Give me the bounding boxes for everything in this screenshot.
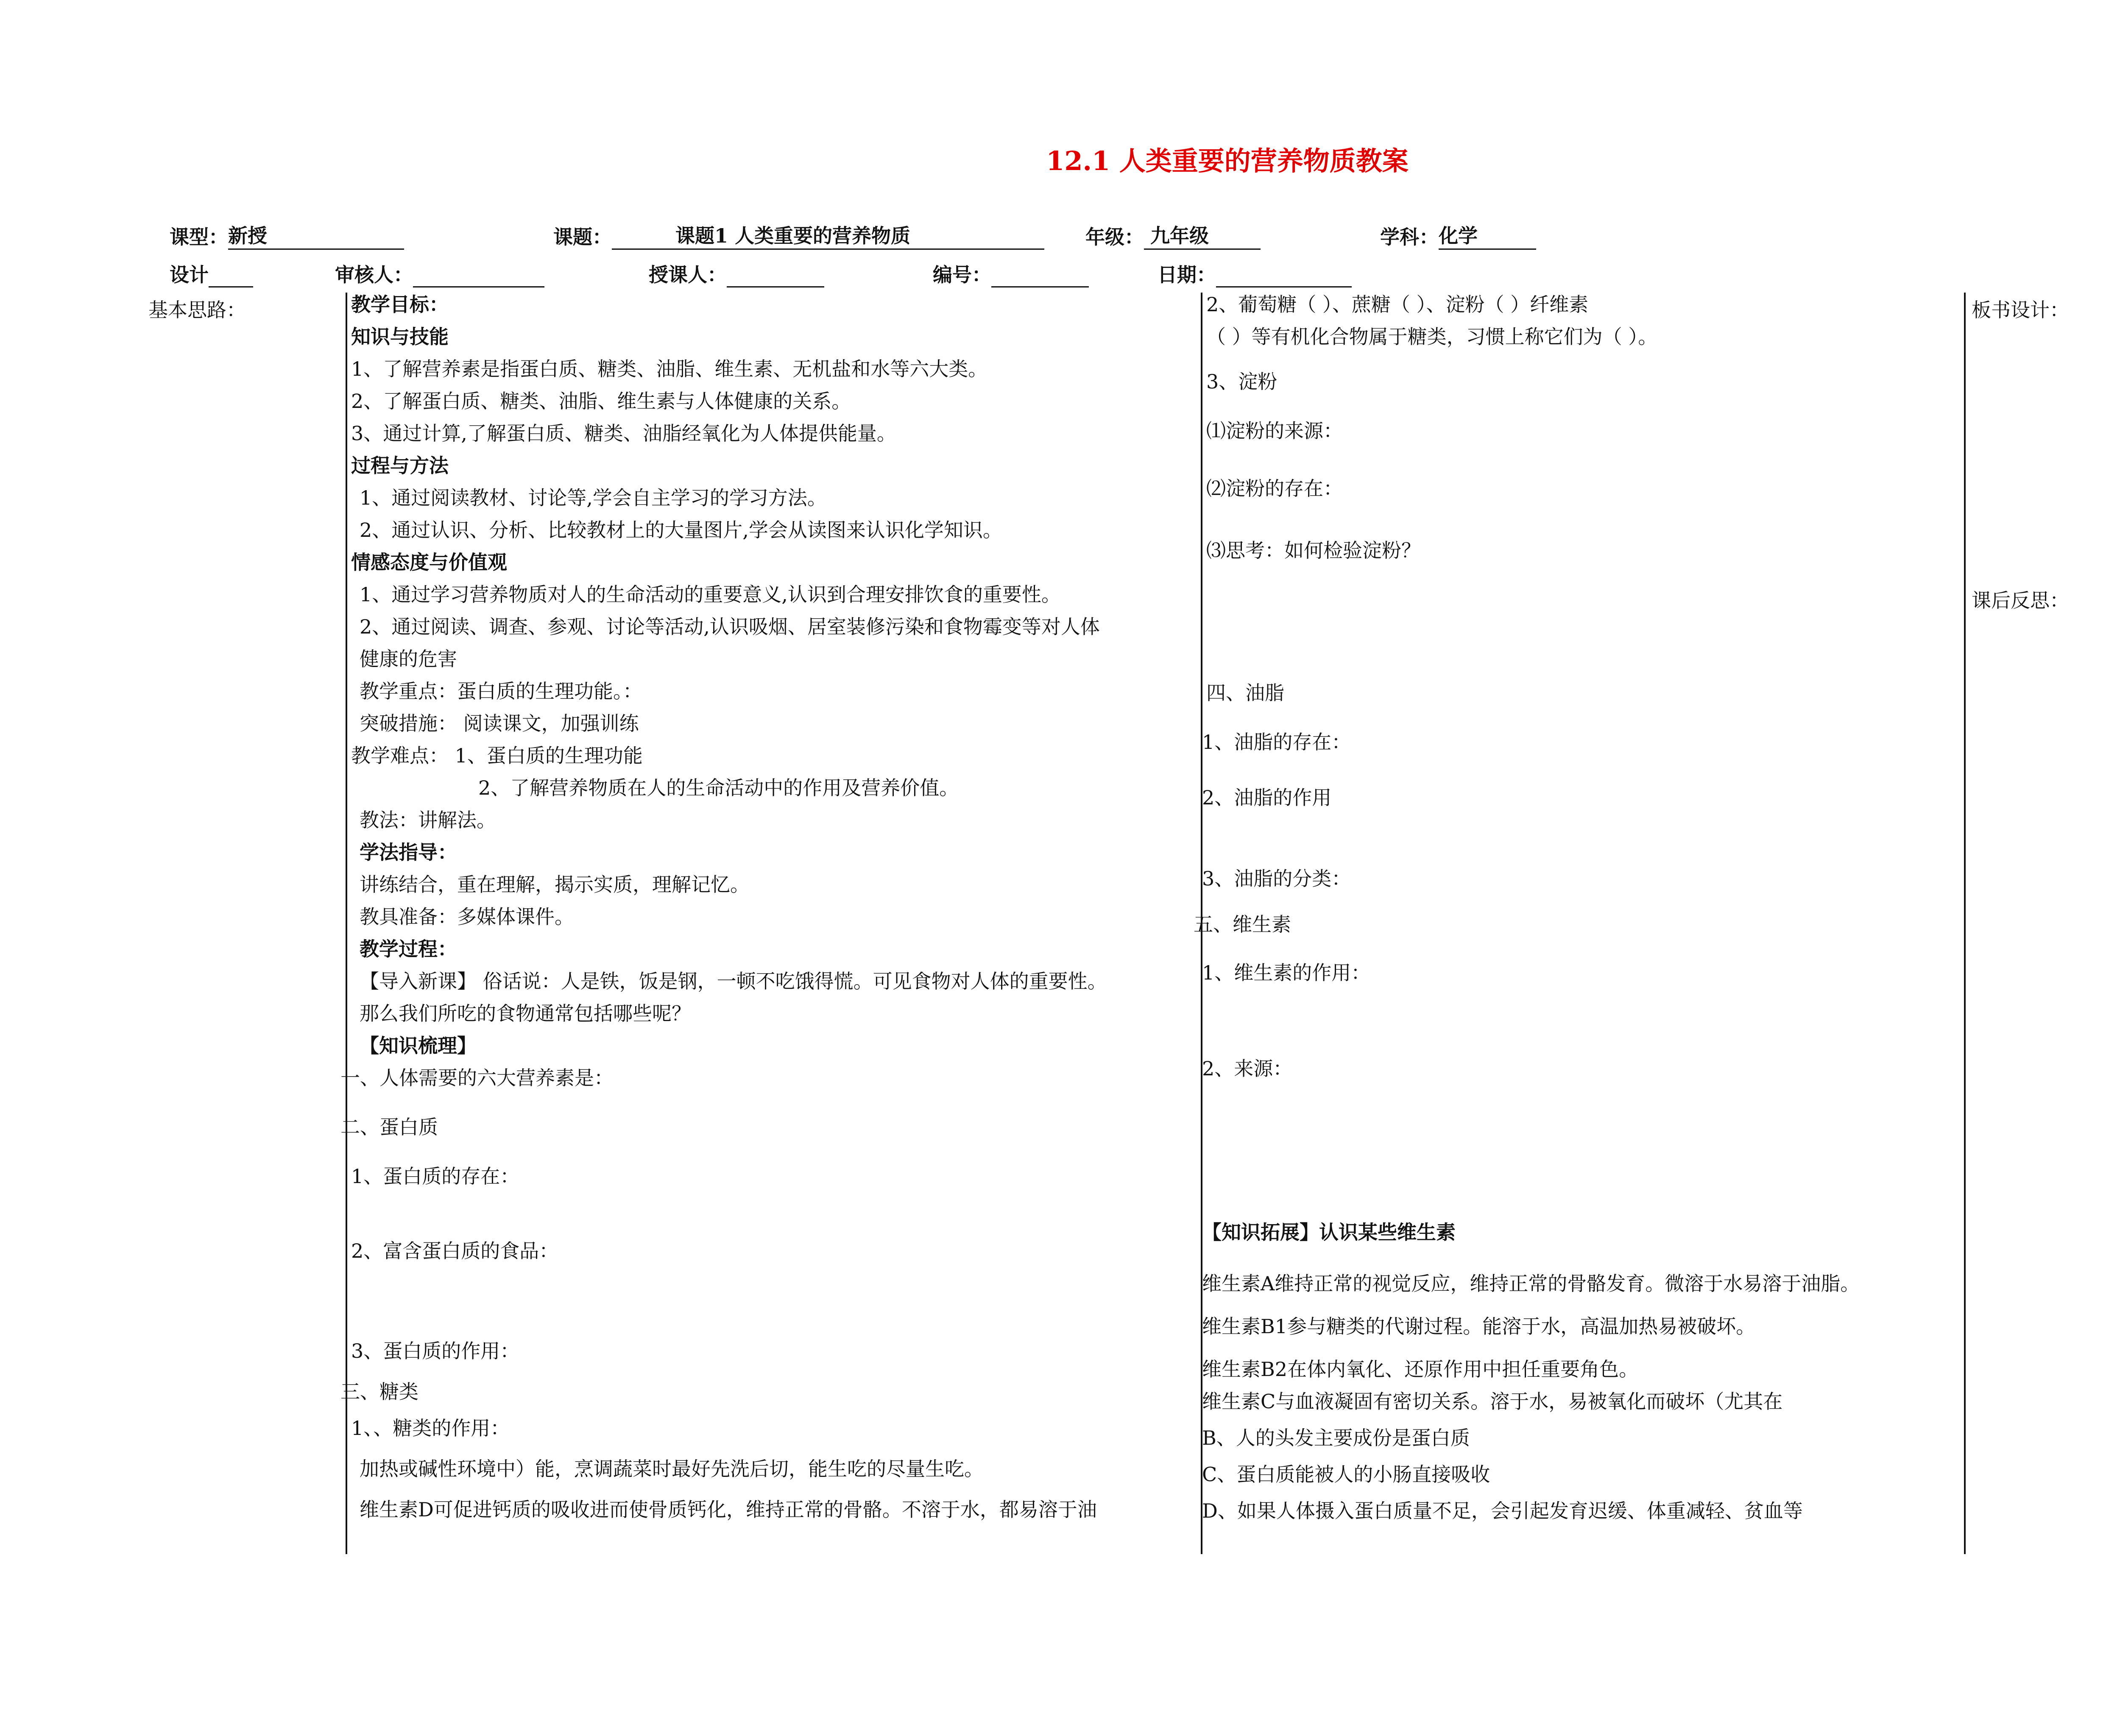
right-line: 四、油脂	[1206, 681, 1284, 704]
meta-topic	[553, 220, 1044, 250]
main-line: 3、蛋白质的作用：	[351, 1340, 520, 1362]
main-line: 维生素D可促进钙质的吸收进而使骨质钙化，维持正常的骨骼。不溶于水，都易溶于油	[360, 1498, 1097, 1521]
main-line: 3、通过计算,了解蛋白质、糖类、油脂经氧化为人体提供能量。	[351, 422, 896, 445]
right-line: C、蛋白质能被人的小肠直接吸收	[1202, 1463, 1490, 1486]
main-line: 一、人体需要的六大营养素是：	[340, 1066, 614, 1089]
right-line: ⑶思考：如何检验淀粉？	[1206, 539, 1421, 562]
main-line: 2、通过认识、分析、比较教材上的大量图片,学会从读图来认识化学知识。	[360, 519, 1002, 541]
main-line: 1、、糖类的作用：	[351, 1417, 510, 1440]
meta-design	[170, 260, 253, 287]
main-line: 教学重点：蛋白质的生理功能。：	[360, 680, 642, 703]
main-line: 讲练结合，重在理解，揭示实质，理解记忆。	[360, 873, 750, 896]
main-line: 过程与方法	[351, 454, 449, 477]
meta-date	[1158, 260, 1352, 287]
right-line: 维生素A维持正常的视觉反应，维持正常的骨骼发育。微溶于水易溶于油脂。	[1202, 1272, 1860, 1295]
main-line: 2、了解营养物质在人的生命活动中的作用及营养价值。	[478, 776, 959, 799]
main-line: 学法指导：	[360, 841, 457, 864]
main-line: 三、糖类	[340, 1380, 418, 1403]
right-line: 1、油脂的存在：	[1202, 731, 1351, 754]
right-line: 【知识拓展】认识某些维生素	[1202, 1221, 1456, 1244]
reviewer-label: 审核人：	[335, 263, 413, 286]
right-line: 维生素C与血液凝固有密切关系。溶于水，易被氧化而破坏（尤其在	[1202, 1390, 1783, 1413]
main-line: 2、了解蛋白质、糖类、油脂、维生素与人体健康的关系。	[351, 390, 851, 413]
column-divider-1	[346, 293, 347, 1554]
grade-label: 年级：	[1085, 226, 1144, 248]
right-line: 2、油脂的作用	[1202, 786, 1332, 809]
column-divider-3	[1964, 293, 1966, 1554]
document-title: 12.1 人类重要的营养物质教案	[1046, 145, 1409, 176]
main-line: 2、通过阅读、调查、参观、讨论等活动,认识吸烟、居室装修污染和食物霉变等对人体	[360, 615, 1100, 638]
main-line: 1、蛋白质的存在：	[351, 1165, 520, 1188]
main-line: 二、蛋白质	[340, 1116, 438, 1139]
main-line: 教学目标：	[351, 293, 449, 316]
number-label: 编号：	[933, 263, 991, 286]
main-line: 1、了解营养素是指蛋白质、糖类、油脂、维生素、无机盐和水等六大类。	[351, 357, 988, 380]
meta-teacher	[649, 260, 824, 287]
main-line: 加热或碱性环境中）能，烹调蔬菜时最好先洗后切，能生吃的尽量生吃。	[360, 1457, 984, 1480]
right-line: 维生素B2在体内氧化、还原作用中担任重要角色。	[1202, 1358, 1639, 1381]
main-line: 【导入新课】 俗话说：人是铁，饭是钢，一顿不吃饿得慌。可见食物对人体的重要性。	[360, 970, 1107, 993]
main-line: 教学难点： 1、蛋白质的生理功能	[351, 744, 643, 767]
teacher-label: 授课人：	[649, 263, 727, 286]
right-line: ⑵淀粉的存在：	[1206, 477, 1343, 500]
right-line: 3、淀粉	[1206, 370, 1278, 393]
meta-reviewer	[335, 260, 544, 287]
type-value: 新授	[228, 220, 404, 250]
main-line: 1、通过学习营养物质对人的生命活动的重要意义,认识到合理安排饮食的重要性。	[360, 583, 1061, 606]
type-label: 课型：	[170, 226, 228, 248]
right-column	[1194, 288, 1860, 1527]
basic-approach-label: 基本思路：	[148, 299, 246, 321]
main-line: 1、通过阅读教材、讨论等,学会自主学习的学习方法。	[360, 486, 827, 509]
right-line: 维生素B1参与糖类的代谢过程。能溶于水，高温加热易被破坏。	[1202, 1315, 1756, 1338]
meta-subject	[1380, 220, 1536, 250]
topic-label: 课题：	[553, 226, 612, 248]
meta-number	[933, 260, 1089, 287]
main-line: 突破措施： 阅读课文，加强训练	[360, 712, 639, 735]
right-line: （ ）等有机化合物属于糖类，习惯上称它们为（ ）。	[1206, 325, 1658, 348]
right-line: B、人的头发主要成份是蛋白质	[1202, 1426, 1470, 1449]
after-class-reflection-label: 课后反思：	[1972, 589, 2069, 612]
main-line: 知识与技能	[351, 325, 449, 348]
main-column	[340, 288, 1107, 1526]
board-design-label: 板书设计：	[1972, 299, 2069, 321]
grade-value: 九年级	[1144, 220, 1261, 250]
right-line: 1、维生素的作用：	[1202, 961, 1371, 984]
main-line: 2、富含蛋白质的食品：	[351, 1239, 559, 1262]
main-line: 教法：讲解法。	[360, 809, 496, 832]
meta-grade	[1085, 220, 1261, 250]
right-line: ⑴淀粉的来源：	[1206, 419, 1343, 442]
subject-value: 化学	[1439, 220, 1536, 250]
right-line: 2、来源：	[1202, 1057, 1293, 1080]
date-label: 日期：	[1158, 263, 1216, 286]
meta-type	[170, 220, 404, 250]
right-line: 2、葡萄糖（ ）、蔗糖（ ）、淀粉（ ）纤维素	[1206, 293, 1589, 316]
main-line: 教具准备：多媒体课件。	[360, 905, 574, 928]
main-line: 情感态度与价值观	[351, 551, 507, 574]
subject-label: 学科：	[1380, 226, 1439, 248]
main-line: 那么我们所吃的食物通常包括哪些呢？	[360, 1002, 691, 1025]
right-line: D、如果人体摄入蛋白质量不足，会引起发育迟缓、体重减轻、贫血等	[1202, 1499, 1803, 1522]
right-line: 五、维生素	[1194, 913, 1291, 936]
right-line: 3、油脂的分类：	[1202, 867, 1351, 890]
topic-value: 课题1 人类重要的营养物质	[612, 220, 1044, 250]
main-line: 健康的危害	[360, 648, 457, 670]
design-label: 设计	[170, 263, 209, 286]
main-line: 【知识梳理】	[360, 1034, 477, 1057]
main-line: 教学过程：	[360, 938, 457, 960]
